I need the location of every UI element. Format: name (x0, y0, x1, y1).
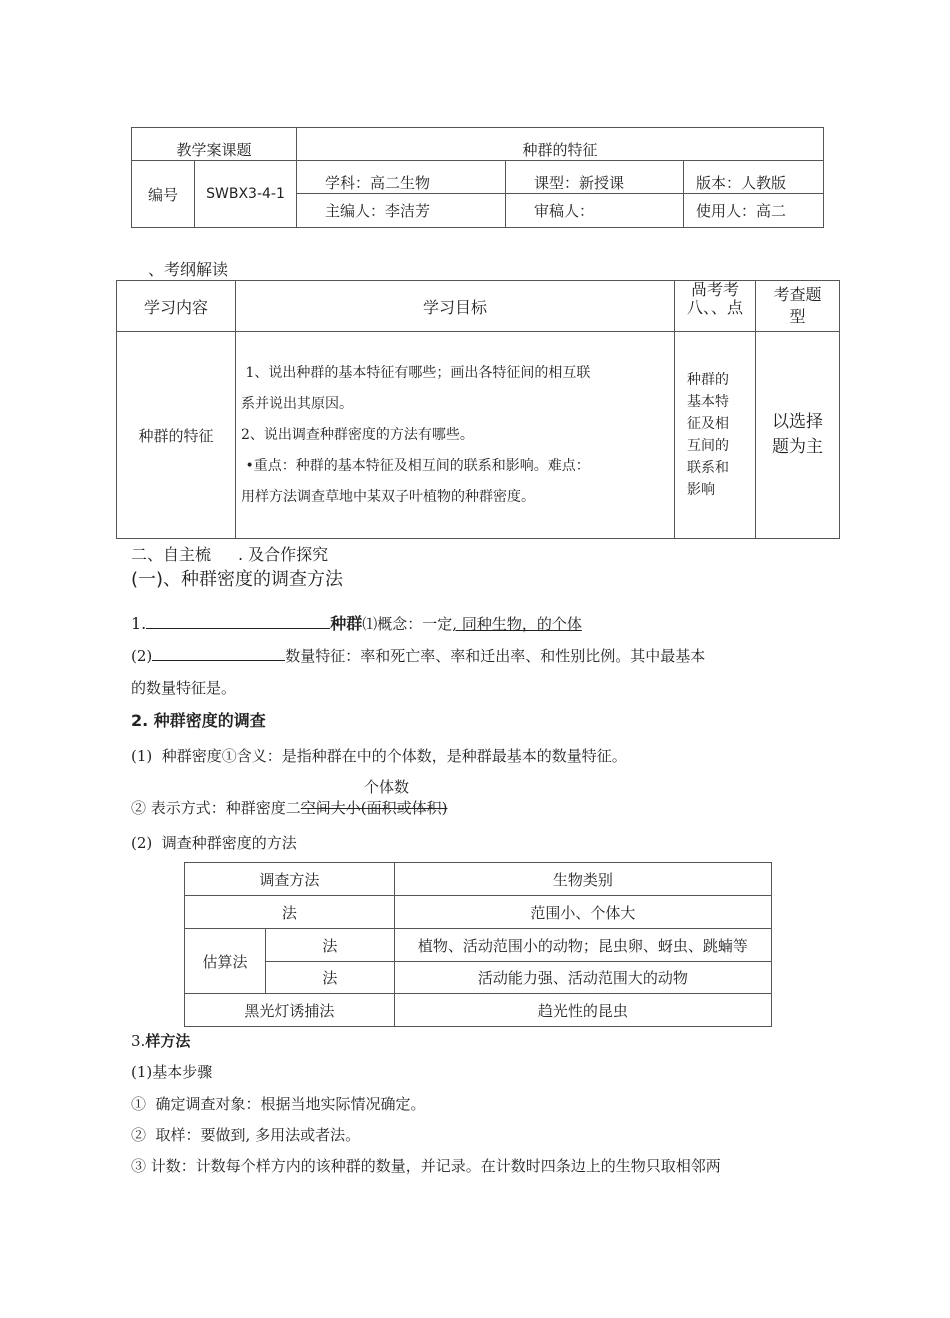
item1-blank (146, 614, 330, 629)
topic-label: 教学案课题 (132, 128, 297, 161)
goal-line-1: 1、说出种群的基本特征有哪些；画出各特征间的相互联 (241, 364, 591, 381)
row1-method: 法 (185, 896, 395, 929)
col-exam-point-header: 咼考考 八、、点 (675, 281, 756, 332)
goal-line-4: •重点：种群的基本特征及相互间的联系和影响。难点： (241, 457, 590, 474)
row3-category: 活动能力强、活动范围大的动物 (394, 962, 771, 994)
item2-title: 2. 种群密度的调查 (131, 711, 266, 730)
item2-line3: (2) 调查种群密度的方法 (131, 834, 297, 852)
col-question-type-header: 考查题 型 (756, 281, 840, 332)
category-header: 生物类别 (394, 863, 771, 896)
section1-title: 、考纲解读 (148, 260, 229, 279)
section2-title-right: . 及合作探究 (238, 545, 329, 564)
item1-line2-blank (152, 646, 285, 661)
item1-line2-text: 数量特征：率和死亡率、率和迁出率、和性别比例。其中最基本 (285, 647, 706, 665)
section2-title-left: 二、自主梳 (131, 545, 212, 564)
edition-cell: 版本：人教版 (684, 161, 824, 194)
user-cell: 使用人：高二 (684, 194, 824, 228)
item2-line2 (131, 797, 448, 818)
item3-step2: ② 取样：要做到, 多用法或者法。 (131, 1126, 361, 1144)
item1-num: 1. (131, 614, 147, 633)
item3-title: 样方法 (145, 1032, 191, 1050)
item3-num: 3. (131, 1032, 146, 1050)
item3-title-line (131, 1030, 190, 1051)
item2-line1: (1) 种群密度①含义：是指种群在中的个体数，是种群最基本的数量特征。 (131, 747, 627, 765)
item3-steps-title: (1)基本步骤 (131, 1063, 213, 1081)
goal-line-5: 用样方法调查草地中某双子叶植物的种群密度。 (241, 488, 535, 505)
content-cell: 种群的特征 (117, 332, 236, 539)
density-numerator: 个体数 (364, 778, 410, 796)
density-denominator: 空间大小(面积或体积) (300, 799, 448, 817)
editor-cell: 主编人：李洁芳 (297, 194, 506, 228)
row3-method: 法 (266, 962, 395, 994)
col-goal-header: 学习目标 (236, 281, 675, 332)
row4-category: 趋光性的昆虫 (394, 994, 771, 1027)
method-header: 调查方法 (185, 863, 395, 896)
item2-line2-prefix: ② 表示方式：种群密度二 (131, 799, 301, 817)
row4-method: 黑光灯诱捕法 (185, 994, 395, 1027)
syllabus-table (116, 280, 840, 539)
header-table (131, 127, 824, 228)
item3-step1: ① 确定调查对象：根据当地实际情况确定。 (131, 1095, 426, 1113)
subject-cell: 学科：高二生物 (297, 161, 506, 194)
item1-line1 (131, 611, 582, 634)
row2-category: 植物、活动范围小的动物；昆虫卵、蚜虫、跳蝻等 (394, 929, 771, 962)
item1-line3: 的数量特征是。 (131, 679, 237, 697)
item1-underlined: , 同种生物，的个体 (452, 615, 582, 633)
method-table (184, 862, 772, 1027)
item1-line2-prefix: (2) (131, 647, 153, 665)
number-label: 编号 (132, 161, 195, 228)
item3-step3: ③ 计数：计数每个样方内的该种群的数量，并记录。在计数时四条边上的生物只取相邻两 (131, 1157, 721, 1175)
estimate-label: 估算法 (185, 929, 266, 994)
row1-category: 范围小、个体大 (394, 896, 771, 929)
row2-method: 法 (266, 929, 395, 962)
item1-text: ⑴概念：一定 (362, 615, 453, 633)
topic-value: 种群的特征 (297, 128, 824, 161)
goal-line-3: 2、说出调查种群密度的方法有哪些。 (241, 426, 474, 443)
exam-point-cell: 种群的 基本特 征及相 互间的 联系和 影响 (675, 332, 756, 539)
item1-line2 (131, 645, 705, 666)
item1-bold: 种群 (330, 614, 363, 633)
reviewer-cell: 审稿人： (506, 194, 684, 228)
number-value: SWBX3-4-1 (195, 161, 297, 228)
lesson-type-cell: 课型：新授课 (506, 161, 684, 194)
goal-line-2: 系并说出其原因。 (241, 395, 353, 412)
goal-cell (236, 332, 675, 539)
section2-subtitle: (一)、种群密度的调查方法 (131, 569, 344, 590)
col-content-header: 学习内容 (117, 281, 236, 332)
question-type-cell: 以选择 题为主 (756, 332, 840, 539)
